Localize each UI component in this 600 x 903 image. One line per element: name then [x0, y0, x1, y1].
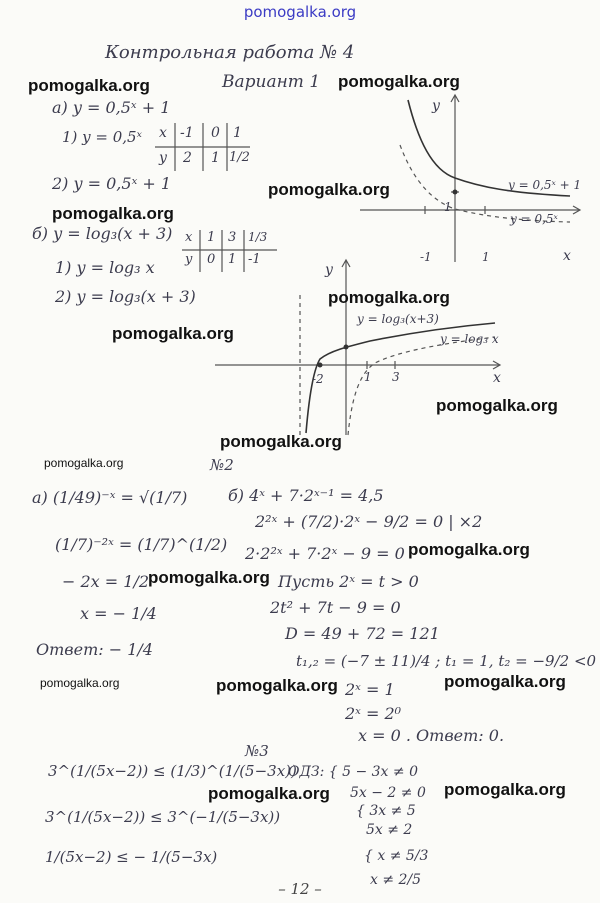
watermark: pomogalka.org	[44, 456, 124, 470]
graph1-curve-label: y = 0,5ˣ + 1	[508, 178, 582, 192]
watermark: pomogalka.org	[444, 780, 566, 799]
task3-odz: 5x ≠ 2	[366, 822, 413, 838]
task2b-line: 2ˣ = 2⁰	[345, 704, 402, 723]
watermark: pomogalka.org	[220, 432, 342, 451]
task2b-line: б) 4ˣ + 7·2ˣ⁻¹ = 4,5	[228, 486, 384, 505]
table-cell: 3	[228, 230, 237, 245]
graph1-tick: -1	[420, 250, 432, 264]
task2b-line: 2·2²ˣ + 7·2ˣ − 9 = 0	[245, 544, 405, 563]
watermark: pomogalka.org	[338, 72, 460, 91]
task3-odz: { 3x ≠ 5	[356, 803, 416, 819]
task3-number: №3	[245, 742, 269, 760]
watermark: pomogalka.org	[444, 672, 566, 691]
table-cell: y	[159, 150, 167, 166]
graph1-tick: 1	[482, 250, 490, 264]
table-cell: -1	[248, 252, 261, 267]
test-title: Контрольная работа № 4	[105, 42, 355, 63]
task2b-line: 2ˣ = 1	[345, 680, 395, 699]
table-cell: 0	[211, 125, 220, 141]
table-cell: 1/2	[229, 150, 250, 165]
watermark: pomogalka.org	[112, 324, 234, 343]
graph2-x-label: x	[493, 370, 501, 386]
task2b-line: 2²ˣ + (7/2)·2ˣ − 9/2 = 0 | ×2	[255, 512, 483, 531]
watermark: pomogalka.org	[328, 288, 450, 307]
graph1-tick: 1	[444, 200, 452, 214]
task1a-equation: а) y = 0,5ˣ + 1	[52, 98, 171, 117]
task2-number: №2	[210, 456, 234, 474]
task2a-line: а) (1/49)⁻ˣ = √(1/7)	[32, 488, 188, 507]
task1b-step1: 1) y = log₃ x	[55, 258, 155, 277]
task2a-line: (1/7)⁻²ˣ = (1/7)^(1/2)	[55, 535, 228, 554]
table-cell: x	[159, 125, 167, 141]
table-cell: 2	[183, 150, 192, 166]
task3-odz: 5x − 2 ≠ 0	[350, 785, 426, 801]
graph2-tick: 3	[392, 370, 400, 384]
table-cell: 1	[207, 230, 216, 245]
watermark: pomogalka.org	[268, 180, 390, 199]
graph1-x-label: x	[563, 248, 571, 264]
watermark: pomogalka.org	[408, 540, 530, 559]
watermark: pomogalka.org	[148, 568, 270, 587]
site-header[interactable]: pomogalka.org	[243, 3, 357, 21]
task1b-equation: б) y = log₃(x + 3)	[32, 224, 173, 243]
task3-odz: ОДЗ: { 5 − 3x ≠ 0	[288, 764, 418, 780]
variant-label: Вариант 1	[222, 72, 321, 92]
task1a-step2: 2) y = 0,5ˣ + 1	[52, 174, 172, 193]
graph1-y-label: y	[432, 98, 440, 114]
task2a-answer: Ответ: − 1/4	[36, 640, 153, 659]
watermark: pomogalka.org	[28, 76, 150, 95]
task2a-line: x = − 1/4	[80, 604, 157, 623]
task2b-answer: x = 0 . Ответ: 0.	[358, 726, 505, 745]
task3-line: 1/(5x−2) ≤ − 1/(5−3x)	[45, 848, 218, 866]
graph1-dashed-label: y = 0,5ˣ	[510, 212, 558, 226]
graph2-tick: 1	[364, 370, 372, 384]
task2a-line: − 2x = 1/2	[62, 572, 150, 591]
graph2-curve-label: y = log₃(x+3)	[357, 312, 439, 326]
watermark: pomogalka.org	[52, 204, 174, 223]
table-cell: y	[185, 252, 193, 267]
task2b-line: D = 49 + 72 = 121	[285, 624, 440, 643]
watermark: pomogalka.org	[40, 676, 120, 690]
table-cell: 1/3	[248, 230, 268, 244]
page-number: – 12 –	[278, 880, 322, 898]
watermark: pomogalka.org	[208, 784, 330, 803]
table-cell: 1	[211, 150, 220, 166]
task1a-step1: 1) y = 0,5ˣ	[62, 128, 142, 146]
task2b-line: Пусть 2ˣ = t > 0	[278, 572, 419, 591]
task3-line: 3^(1/(5x−2)) ≤ (1/3)^(1/(5−3x))	[48, 762, 297, 780]
task1a-value-table	[155, 123, 255, 177]
graph2-tick: -2	[312, 372, 324, 386]
task1b-step2: 2) y = log₃(x + 3)	[55, 287, 196, 306]
curve-log	[348, 337, 495, 435]
task3-odz: x ≠ 2/5	[370, 872, 422, 888]
table-cell: 1	[228, 252, 237, 267]
watermark: pomogalka.org	[216, 676, 338, 695]
table-cell: 0	[207, 252, 216, 267]
graph2-dashed-label: y = log₃ x	[440, 332, 499, 346]
task2b-line: t₁,₂ = (−7 ± 11)/4 ; t₁ = 1, t₂ = −9/2 <0	[296, 652, 597, 670]
watermark: pomogalka.org	[436, 396, 558, 415]
table-cell: x	[185, 230, 193, 245]
table-cell: 1	[233, 125, 242, 141]
task3-line: 3^(1/(5x−2)) ≤ 3^(−1/(5−3x))	[45, 808, 281, 826]
task3-odz: { x ≠ 5/3	[364, 848, 429, 864]
table-cell: -1	[180, 125, 194, 141]
task2b-line: 2t² + 7t − 9 = 0	[270, 598, 401, 617]
graph2-y-label: y	[325, 262, 333, 278]
